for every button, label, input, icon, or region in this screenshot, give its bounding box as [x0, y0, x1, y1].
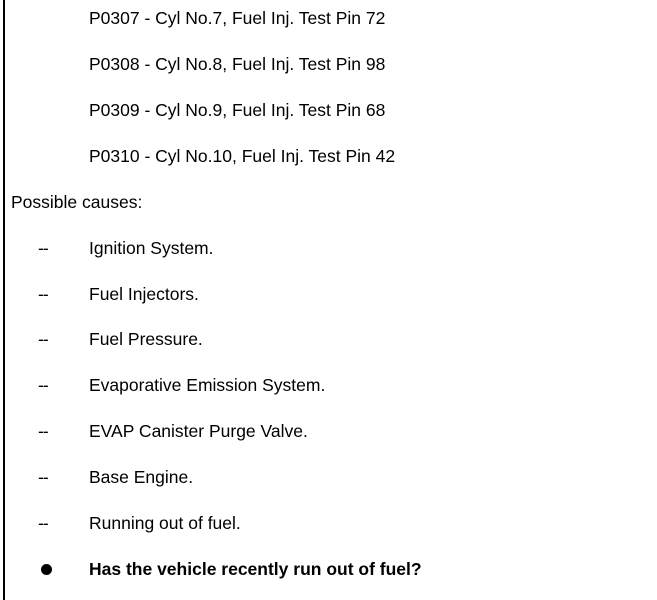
code-text: P0310 - Cyl No.10, Fuel Inj. Test Pin 42: [89, 146, 396, 166]
code-text: P0309 - Cyl No.9, Fuel Inj. Test Pin 68: [89, 100, 386, 120]
left-border-rule: [3, 0, 5, 600]
dash-marker: --: [38, 375, 48, 395]
cause-text: EVAP Canister Purge Valve.: [89, 421, 308, 441]
causes-heading: Possible causes:: [11, 192, 143, 212]
cause-text: Running out of fuel.: [89, 513, 241, 533]
code-text: P0308 - Cyl No.8, Fuel Inj. Test Pin 98: [89, 54, 386, 74]
cause-text: Fuel Injectors.: [89, 284, 199, 304]
dash-marker: --: [38, 467, 48, 487]
dash-marker: --: [38, 284, 48, 304]
cause-text: Ignition System.: [89, 238, 214, 258]
cause-text: Fuel Pressure.: [89, 329, 203, 349]
dash-marker: --: [38, 238, 48, 258]
cause-text: Base Engine.: [89, 467, 194, 487]
bullet-icon: [41, 564, 52, 575]
cause-text: Evaporative Emission System.: [89, 375, 326, 395]
question-text: Has the vehicle recently run out of fuel?: [89, 559, 422, 579]
dash-marker: --: [38, 421, 48, 441]
code-text: P0307 - Cyl No.7, Fuel Inj. Test Pin 72: [89, 8, 386, 28]
dash-marker: --: [38, 513, 48, 533]
dash-marker: --: [38, 329, 48, 349]
